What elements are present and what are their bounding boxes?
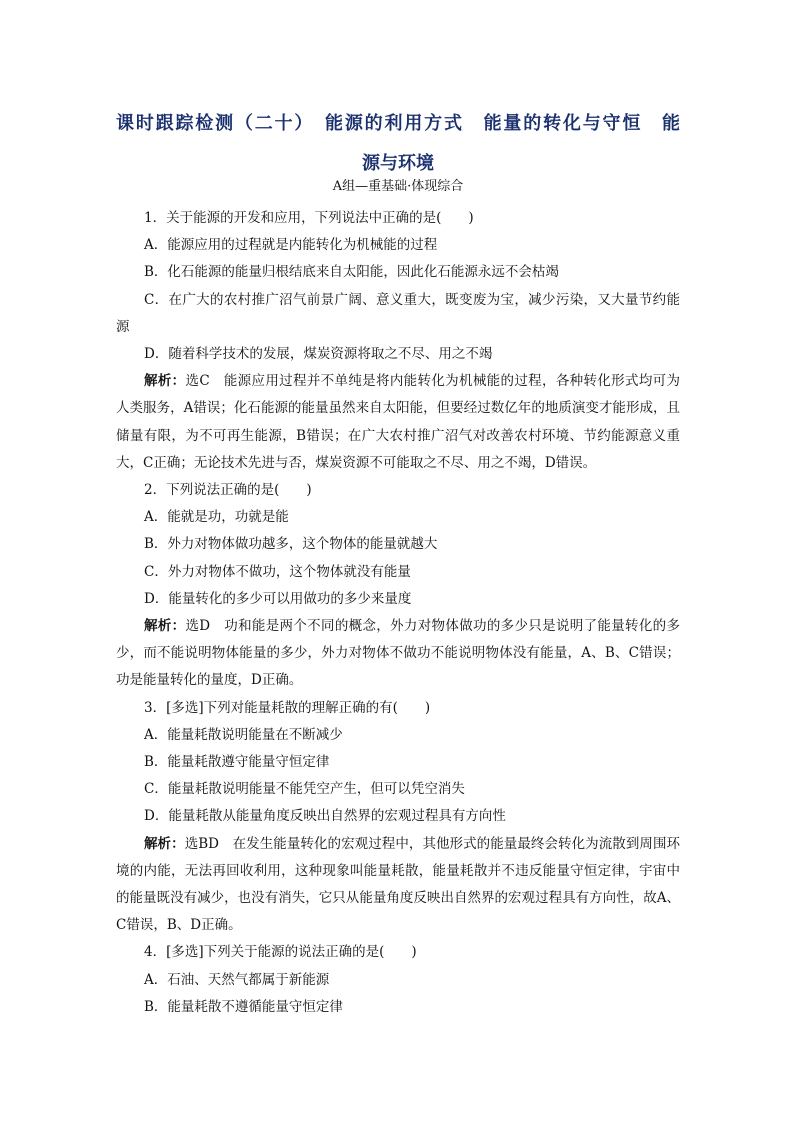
question-2-option-a: A．能就是功，功就是能	[144, 509, 289, 526]
question-3-option-a: A．能量耗散说明能量在不断减少	[144, 726, 343, 743]
question-1-stem: 1．关于能源的开发和应用，下列说法中正确的是( )	[144, 210, 474, 226]
analysis-text: 选C 能源应用过程并不单纯是将内能转化为机械能的过程，各种转化形式均可为人类服务，A错误；化石能源的能量虽然来自太阳能，但要经过数亿年的地质演变才能形成，且储量有限，为不可再生能源，B错误；在广大农村推广沼气对改善农村环境、节约能源意义重大，C正确；无论技术先进与否，煤炭资源不可能取之不尽、用之不竭，D错误。	[116, 373, 680, 471]
analysis-text: 选D 功和能是两个不同的概念，外力对物体做功的多少只是说明了能量转化的多少，而不能说明物体能量的多少，外力对物体不做功不能说明物体没有能量，A、B、C错误；功是能量转化的量度，D正确。	[116, 618, 681, 689]
question-1-analysis	[116, 368, 680, 477]
question-3-analysis	[116, 831, 680, 940]
question-3-stem: 3．[多选]下列对能量耗散的理解正确的有( )	[144, 699, 431, 716]
question-4-option-a: A．石油、天然气都属于新能源	[144, 971, 330, 988]
analysis-label: 解析：	[144, 618, 186, 635]
question-3-option-c: C．能量耗散说明能量不能凭空产生，但可以凭空消失	[144, 781, 465, 798]
title-line-1: 课时跟踪检测（二十） 能源的利用方式 能量的转化与守恒 能	[116, 113, 680, 134]
question-1-option-d: D．随着科学技术的发展，煤炭资源将取之不尽、用之不竭	[144, 346, 493, 363]
question-1-option-c: C．在广大的农村推广沼气前景广阔、意义重大，既变废为宝，减少污染，又大量节约能源	[116, 291, 680, 335]
analysis-label: 解析：	[144, 373, 186, 390]
question-3-option-b: B．能量耗散遵守能量守恒定律	[144, 754, 330, 771]
title-line-2: 源与环境	[362, 153, 434, 174]
question-4-option-b: B．能量耗散不遵循能量守恒定律	[144, 998, 343, 1015]
question-2-stem: 2．下列说法正确的是( )	[144, 482, 312, 499]
question-list	[116, 205, 680, 1021]
section-heading: A组—重基础·体现综合	[332, 179, 464, 194]
question-2-option-c: C．外力对物体不做功，这个物体就没有能量	[144, 563, 411, 580]
analysis-label: 解析：	[144, 835, 185, 852]
question-3-option-d: D．能量耗散从能量角度反映出自然界的宏观过程具有方向性	[144, 808, 506, 825]
question-2-analysis	[116, 613, 680, 695]
analysis-text: 选BD 在发生能量转化的宏观过程中，其他形式的能量最终会转化为流散到周围环境的内能，无法再回收利用，这种现象叫能量耗散，能量耗散并不违反能量守恒定律，宇宙中的能量既没有减少，也没有消失，它只从能量角度反映出自然界的宏观过程具有方向性，故A、C错误，B、D正确。	[116, 835, 681, 934]
question-2-option-d: D．能量转化的多少可以用做功的多少来量度	[144, 590, 412, 607]
page-title	[116, 104, 680, 184]
question-1-option-b: B．化石能源的能量归根结底来自太阳能，因此化石能源永远不会枯竭	[144, 264, 559, 281]
question-2-option-b: B．外力对物体做功越多，这个物体的能量就越大	[144, 536, 438, 553]
question-4-stem: 4．[多选]下列关于能源的说法正确的是( )	[144, 944, 417, 961]
question-1-option-a: A．能源应用的过程就是内能转化为机械能的过程	[144, 237, 438, 254]
